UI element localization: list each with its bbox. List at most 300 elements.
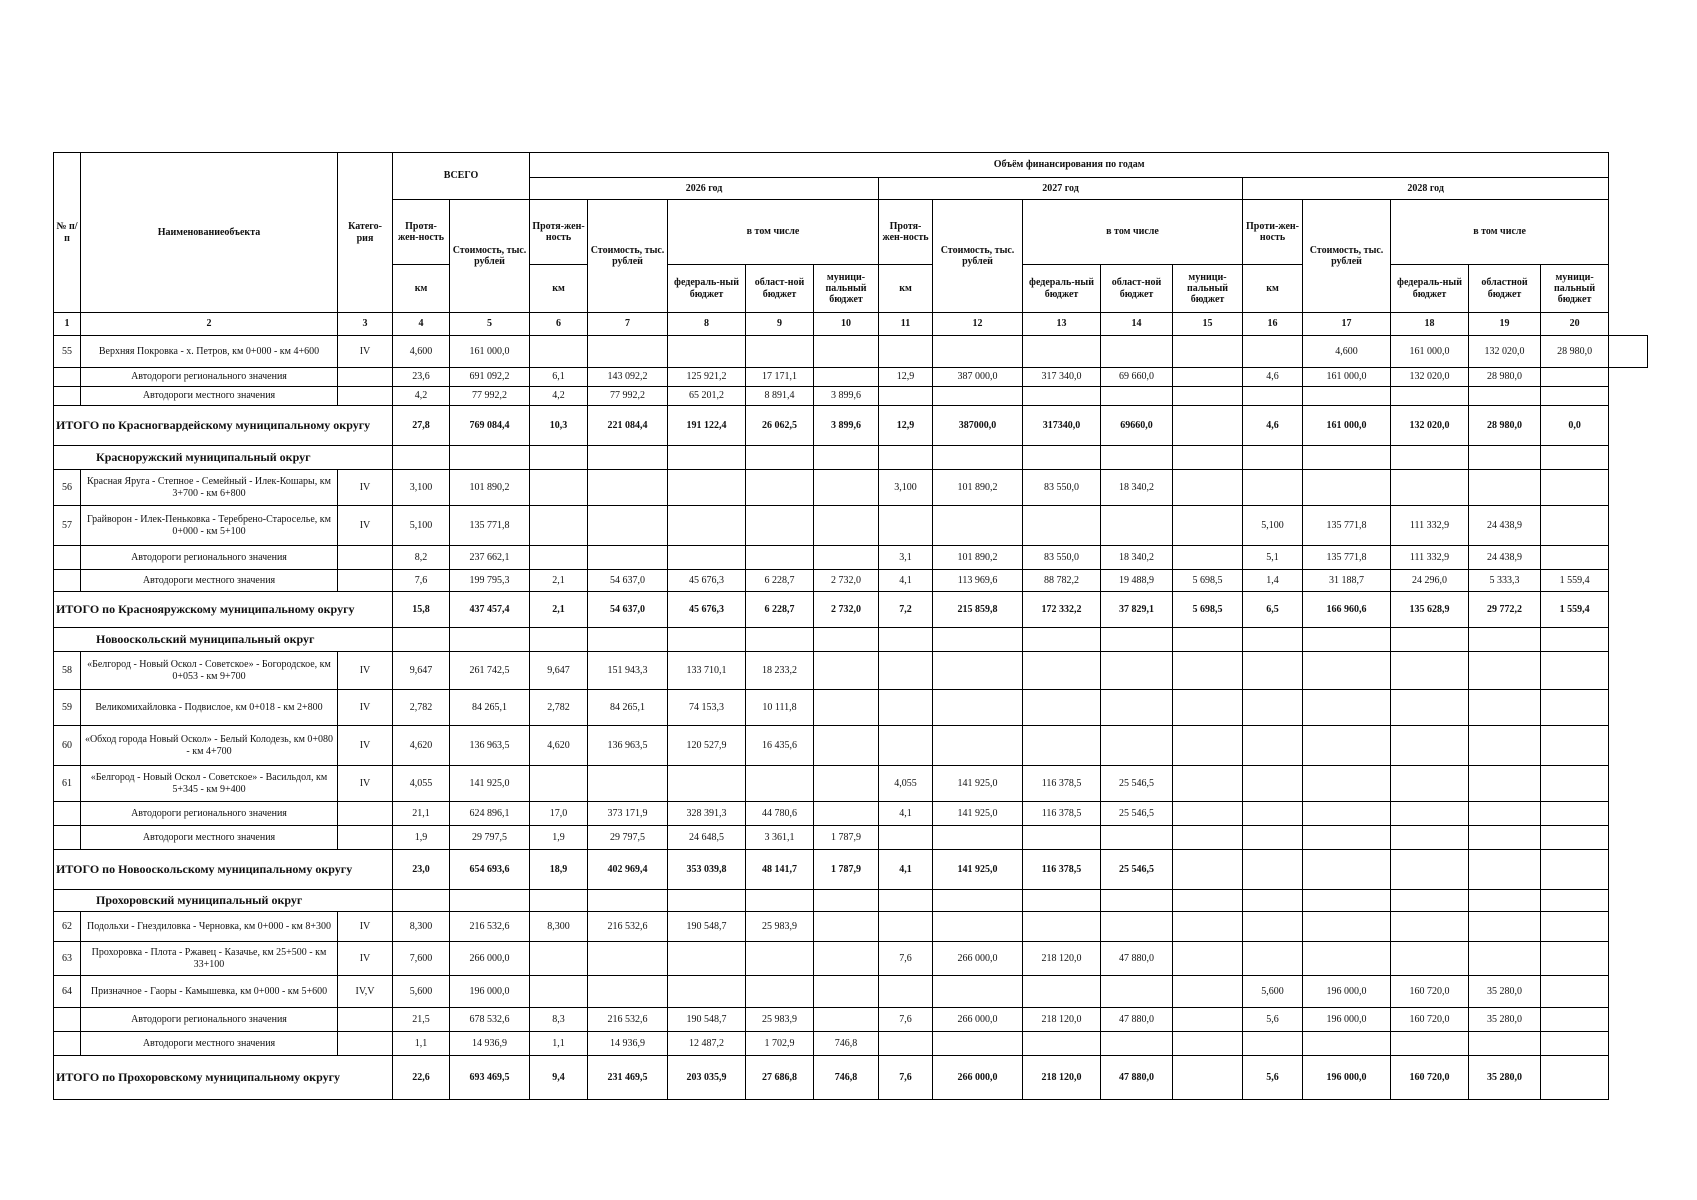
value-cell: 113 969,6 [933, 570, 1023, 592]
value-cell [746, 446, 814, 470]
value-cell [879, 628, 933, 652]
row-number [54, 1008, 81, 1032]
value-cell [1101, 726, 1173, 766]
value-cell [1101, 652, 1173, 690]
value-cell: 5,600 [393, 976, 450, 1008]
value-cell: 84 265,1 [450, 690, 530, 726]
value-cell [1303, 652, 1391, 690]
value-cell: 0,0 [1541, 406, 1609, 446]
value-cell [1469, 387, 1541, 406]
value-cell [746, 470, 814, 506]
value-cell [1469, 1032, 1541, 1056]
value-cell: 216 532,6 [588, 912, 668, 942]
value-cell: 203 035,9 [668, 1056, 746, 1100]
value-cell: 19 488,9 [1101, 570, 1173, 592]
value-cell [1391, 446, 1469, 470]
value-cell [1173, 942, 1243, 976]
object-name: «Белгород - Новый Оскол - Советское» - Васильдол, км 5+345 - км 9+400 [81, 766, 338, 802]
value-cell: 22,6 [393, 1056, 450, 1100]
value-cell [933, 387, 1023, 406]
value-cell: 7,6 [879, 1056, 933, 1100]
value-cell: 218 120,0 [1023, 942, 1101, 976]
header-num: № п/п [54, 153, 81, 313]
value-cell [746, 942, 814, 976]
value-cell [1023, 446, 1101, 470]
category-cell [338, 546, 393, 570]
header-year-2028: 2028 год [1243, 178, 1609, 200]
value-cell: 136 963,5 [450, 726, 530, 766]
value-cell [1243, 652, 1303, 690]
value-cell [1391, 726, 1469, 766]
value-cell: 7,6 [879, 942, 933, 976]
value-cell [450, 446, 530, 470]
column-number: 6 [530, 313, 588, 336]
value-cell [1541, 387, 1609, 406]
value-cell [1391, 652, 1469, 690]
column-number: 8 [668, 313, 746, 336]
object-name: Призначное - Гаоры - Камышевка, км 0+000 - км 5+600 [81, 976, 338, 1008]
header-including: в том числе [1023, 200, 1243, 265]
value-cell [933, 690, 1023, 726]
subtotal-row [54, 802, 1648, 826]
value-cell: 166 960,6 [1303, 592, 1391, 628]
value-cell [1101, 628, 1173, 652]
value-cell [1391, 470, 1469, 506]
header-cost: Стоимость, тыс. рублей [450, 200, 530, 313]
column-number: 4 [393, 313, 450, 336]
value-cell: 3 899,6 [814, 387, 879, 406]
value-cell: 2,782 [393, 690, 450, 726]
subtotal-label: Автодороги местного значения [81, 387, 338, 406]
value-cell [933, 652, 1023, 690]
value-cell [1469, 890, 1541, 912]
value-cell: 7,600 [393, 942, 450, 976]
value-cell [1023, 506, 1101, 546]
value-cell [1541, 506, 1609, 546]
header-including: в том числе [668, 200, 879, 265]
district-row [54, 446, 1648, 470]
value-cell: 77 992,2 [588, 387, 668, 406]
value-cell: 4,1 [879, 570, 933, 592]
value-cell: 10 111,8 [746, 690, 814, 726]
value-cell: 116 378,5 [1023, 802, 1101, 826]
row-number: 55 [54, 336, 81, 368]
category-cell: IV [338, 690, 393, 726]
district-heading: Красноружский муниципальный округ [54, 446, 393, 470]
value-cell: 8,300 [530, 912, 588, 942]
value-cell: 47 880,0 [1101, 1056, 1173, 1100]
value-cell [1023, 1032, 1101, 1056]
value-cell: 101 890,2 [450, 470, 530, 506]
subtotal-label: Автодороги регионального значения [81, 368, 338, 387]
header-length: Протя-жен-ность [393, 200, 450, 265]
header-length: Протя-жен-ность [879, 200, 933, 265]
value-cell: 746,8 [814, 1056, 879, 1100]
value-cell: 237 662,1 [450, 546, 530, 570]
value-cell: 24 296,0 [1391, 570, 1469, 592]
value-cell: 5,6 [1243, 1056, 1303, 1100]
value-cell: 132 020,0 [1469, 336, 1541, 368]
value-cell: 3 899,6 [814, 406, 879, 446]
object-name: Подольхи - Гнездиловка - Черновка, км 0+000 - км 8+300 [81, 912, 338, 942]
value-cell: 5 333,3 [1469, 570, 1541, 592]
value-cell [1023, 912, 1101, 942]
value-cell: 4,1 [879, 850, 933, 890]
value-cell [933, 912, 1023, 942]
value-cell [814, 802, 879, 826]
value-cell [1173, 890, 1243, 912]
financing-table [53, 152, 1648, 1100]
value-cell: 190 548,7 [668, 1008, 746, 1032]
value-cell [1391, 690, 1469, 726]
row-number: 62 [54, 912, 81, 942]
value-cell: 437 457,4 [450, 592, 530, 628]
value-cell: 654 693,6 [450, 850, 530, 890]
object-name: Грайворон - Илек-Пеньковка - Теребрено-Староселье, км 0+000 - км 5+100 [81, 506, 338, 546]
value-cell: 21,1 [393, 802, 450, 826]
value-cell [1391, 850, 1469, 890]
value-cell: 116 378,5 [1023, 766, 1101, 802]
value-cell: 216 532,6 [588, 1008, 668, 1032]
value-cell: 317340,0 [1023, 406, 1101, 446]
row-number: 63 [54, 942, 81, 976]
value-cell [1469, 726, 1541, 766]
value-cell: 69 660,0 [1101, 368, 1173, 387]
value-cell [814, 1008, 879, 1032]
category-cell [338, 1008, 393, 1032]
object-row [54, 976, 1648, 1008]
value-cell: 373 171,9 [588, 802, 668, 826]
value-cell: 4,055 [393, 766, 450, 802]
value-cell: 83 550,0 [1023, 470, 1101, 506]
value-cell: 1 702,9 [746, 1032, 814, 1056]
value-cell: 161 000,0 [1303, 406, 1391, 446]
value-cell [1173, 826, 1243, 850]
column-number: 18 [1391, 313, 1469, 336]
value-cell [1303, 850, 1391, 890]
value-cell: 1 559,4 [1541, 592, 1609, 628]
value-cell: 693 469,5 [450, 1056, 530, 1100]
value-cell [933, 726, 1023, 766]
header-cost: Стоимость, тыс. рублей [588, 200, 668, 313]
header-municipal: муници-пальный бюджет [814, 265, 879, 313]
value-cell [668, 890, 746, 912]
table-header [54, 153, 1648, 336]
header-regional: област-ной бюджет [1101, 265, 1173, 313]
value-cell [1469, 802, 1541, 826]
value-cell [1243, 726, 1303, 766]
subtotal-row [54, 546, 1648, 570]
value-cell [588, 470, 668, 506]
value-cell: 47 880,0 [1101, 942, 1173, 976]
value-cell: 4,1 [879, 802, 933, 826]
value-cell [1173, 1008, 1243, 1032]
value-cell [1541, 850, 1609, 890]
header-federal: федераль-ный бюджет [668, 265, 746, 313]
value-cell: 16 435,6 [746, 726, 814, 766]
value-cell: 35 280,0 [1469, 976, 1541, 1008]
category-cell: IV [338, 506, 393, 546]
value-cell: 266 000,0 [933, 1056, 1023, 1100]
value-cell [1541, 546, 1609, 570]
object-name: Великомихайловка - Подвислое, км 0+018 - км 2+800 [81, 690, 338, 726]
value-cell: 14 936,9 [588, 1032, 668, 1056]
value-cell [879, 1032, 933, 1056]
value-cell: 141 925,0 [933, 766, 1023, 802]
value-cell [530, 766, 588, 802]
value-cell [1541, 628, 1609, 652]
value-cell: 5 698,5 [1173, 570, 1243, 592]
district-heading: Прохоровский муниципальный округ [54, 890, 393, 912]
header-km: км [879, 265, 933, 313]
header-federal: федераль-ный бюджет [1023, 265, 1101, 313]
value-cell [1101, 890, 1173, 912]
header-vsego: ВСЕГО [393, 153, 530, 200]
category-cell [338, 826, 393, 850]
value-cell: 136 963,5 [588, 726, 668, 766]
value-cell [1243, 802, 1303, 826]
value-cell [1243, 628, 1303, 652]
value-cell [1391, 628, 1469, 652]
value-cell: 2 732,0 [814, 592, 879, 628]
value-cell: 77 992,2 [450, 387, 530, 406]
value-cell [1303, 912, 1391, 942]
value-cell: 678 532,6 [450, 1008, 530, 1032]
value-cell: 24 438,9 [1469, 546, 1541, 570]
value-cell [588, 446, 668, 470]
value-cell: 1,1 [393, 1032, 450, 1056]
value-cell [746, 766, 814, 802]
category-cell [338, 1032, 393, 1056]
value-cell: 21,5 [393, 1008, 450, 1032]
value-cell [668, 942, 746, 976]
value-cell [1469, 446, 1541, 470]
value-cell [1101, 336, 1173, 368]
value-cell [879, 506, 933, 546]
value-cell [1391, 912, 1469, 942]
value-cell [879, 690, 933, 726]
value-cell [1243, 942, 1303, 976]
value-cell [1173, 1032, 1243, 1056]
object-row [54, 336, 1648, 368]
object-name: «Белгород - Новый Оскол - Советское» - Богородское, км 0+053 - км 9+700 [81, 652, 338, 690]
value-cell: 4,6 [1243, 368, 1303, 387]
value-cell [530, 506, 588, 546]
value-cell: 6,1 [530, 368, 588, 387]
value-cell: 402 969,4 [588, 850, 668, 890]
row-number [54, 1032, 81, 1056]
value-cell: 7,6 [393, 570, 450, 592]
total-label: ИТОГО по Краснояружскому муниципальному округу [54, 592, 393, 628]
object-row [54, 766, 1648, 802]
value-cell [814, 470, 879, 506]
row-number: 58 [54, 652, 81, 690]
value-cell: 160 720,0 [1391, 976, 1469, 1008]
value-cell [1173, 446, 1243, 470]
value-cell: 160 720,0 [1391, 1056, 1469, 1100]
category-cell: IV,V [338, 976, 393, 1008]
value-cell [530, 470, 588, 506]
value-cell [1469, 942, 1541, 976]
value-cell [1541, 912, 1609, 942]
value-cell [879, 652, 933, 690]
value-cell: 5 698,5 [1173, 592, 1243, 628]
header-including: в том числе [1391, 200, 1609, 265]
value-cell [1541, 766, 1609, 802]
value-cell: 18 233,2 [746, 652, 814, 690]
value-cell [933, 890, 1023, 912]
value-cell: 4,6 [1243, 406, 1303, 446]
column-number: 11 [879, 313, 933, 336]
value-cell [746, 890, 814, 912]
subtotal-label: Автодороги местного значения [81, 1032, 338, 1056]
total-label: ИТОГО по Прохоровскому муниципальному округу [54, 1056, 393, 1100]
value-cell [1303, 802, 1391, 826]
value-cell [814, 976, 879, 1008]
value-cell: 266 000,0 [450, 942, 530, 976]
value-cell [814, 446, 879, 470]
value-cell: 135 771,8 [1303, 546, 1391, 570]
value-cell: 151 943,3 [588, 652, 668, 690]
value-cell [1173, 546, 1243, 570]
value-cell [588, 336, 668, 368]
value-cell: 28 980,0 [1469, 406, 1541, 446]
value-cell [1101, 826, 1173, 850]
value-cell [746, 336, 814, 368]
value-cell: 196 000,0 [1303, 976, 1391, 1008]
value-cell: 135 771,8 [450, 506, 530, 546]
value-cell: 215 859,8 [933, 592, 1023, 628]
value-cell: 6 228,7 [746, 570, 814, 592]
value-cell: 218 120,0 [1023, 1008, 1101, 1032]
column-number: 1 [54, 313, 81, 336]
value-cell: 141 925,0 [933, 802, 1023, 826]
value-cell: 25 546,5 [1101, 802, 1173, 826]
value-cell [1173, 406, 1243, 446]
value-cell [879, 912, 933, 942]
value-cell: 5,6 [1243, 1008, 1303, 1032]
subtotal-row [54, 368, 1648, 387]
value-cell: 65 201,2 [668, 387, 746, 406]
value-cell: 160 720,0 [1391, 1008, 1469, 1032]
value-cell [1541, 976, 1609, 1008]
value-cell: 135 771,8 [1303, 506, 1391, 546]
value-cell: 216 532,6 [450, 912, 530, 942]
category-cell: IV [338, 942, 393, 976]
value-cell [588, 506, 668, 546]
column-number: 2 [81, 313, 338, 336]
value-cell [1243, 826, 1303, 850]
value-cell [1243, 850, 1303, 890]
value-cell: 17 171,1 [746, 368, 814, 387]
header-year-2026: 2026 год [530, 178, 879, 200]
value-cell: 35 280,0 [1469, 1056, 1541, 1100]
value-cell [1173, 912, 1243, 942]
value-cell: 161 000,0 [1391, 336, 1469, 368]
value-cell [1541, 368, 1609, 387]
value-cell: 691 092,2 [450, 368, 530, 387]
subtotal-row [54, 387, 1648, 406]
value-cell [1173, 726, 1243, 766]
value-cell: 9,4 [530, 1056, 588, 1100]
value-cell: 18 340,2 [1101, 546, 1173, 570]
header-regional: областной бюджет [1469, 265, 1541, 313]
row-number: 64 [54, 976, 81, 1008]
object-name: Верхняя Покровка - х. Петров, км 0+000 - км 4+600 [81, 336, 338, 368]
subtotal-row [54, 1008, 1648, 1032]
value-cell [668, 628, 746, 652]
value-cell [588, 890, 668, 912]
value-cell: 88 782,2 [1023, 570, 1101, 592]
value-cell [1023, 628, 1101, 652]
value-cell: 9,647 [530, 652, 588, 690]
value-cell [1101, 506, 1173, 546]
value-cell: 141 925,0 [933, 850, 1023, 890]
value-cell: 31 188,7 [1303, 570, 1391, 592]
row-number [54, 368, 81, 387]
value-cell [668, 546, 746, 570]
object-row [54, 652, 1648, 690]
column-number: 19 [1469, 313, 1541, 336]
value-cell [530, 942, 588, 976]
object-row [54, 942, 1648, 976]
object-row [54, 470, 1648, 506]
value-cell [879, 976, 933, 1008]
column-number: 17 [1303, 313, 1391, 336]
value-cell [1469, 652, 1541, 690]
value-cell [1173, 506, 1243, 546]
value-cell [1023, 652, 1101, 690]
value-cell [1023, 690, 1101, 726]
value-cell [1023, 890, 1101, 912]
value-cell: 14 936,9 [450, 1032, 530, 1056]
value-cell [1173, 336, 1243, 368]
object-name: Прохоровка - Плота - Ржавец - Казачье, км 25+500 - км 33+100 [81, 942, 338, 976]
value-cell: 196 000,0 [450, 976, 530, 1008]
value-cell: 25 546,5 [1101, 850, 1173, 890]
value-cell: 746,8 [814, 1032, 879, 1056]
value-cell: 23,0 [393, 850, 450, 890]
value-cell [668, 976, 746, 1008]
subtotal-label: Автодороги местного значения [81, 826, 338, 850]
value-cell: 141 925,0 [450, 766, 530, 802]
subtotal-row [54, 826, 1648, 850]
header-municipal: муници-пальный бюджет [1173, 265, 1243, 313]
value-cell: 769 084,4 [450, 406, 530, 446]
value-cell [1101, 912, 1173, 942]
column-number: 9 [746, 313, 814, 336]
value-cell [1303, 387, 1391, 406]
value-cell: 125 921,2 [668, 368, 746, 387]
value-cell: 4,620 [393, 726, 450, 766]
value-cell: 12,9 [879, 406, 933, 446]
value-cell [1469, 912, 1541, 942]
value-cell [933, 506, 1023, 546]
value-cell [879, 726, 933, 766]
value-cell [1243, 690, 1303, 726]
value-cell [1391, 802, 1469, 826]
value-cell [668, 446, 746, 470]
value-cell [530, 628, 588, 652]
row-number [54, 802, 81, 826]
value-cell [814, 890, 879, 912]
value-cell [814, 942, 879, 976]
header-federal: федераль-ный бюджет [1391, 265, 1469, 313]
category-cell: IV [338, 766, 393, 802]
row-number: 61 [54, 766, 81, 802]
value-cell: 3,100 [879, 470, 933, 506]
value-cell: 24 438,9 [1469, 506, 1541, 546]
